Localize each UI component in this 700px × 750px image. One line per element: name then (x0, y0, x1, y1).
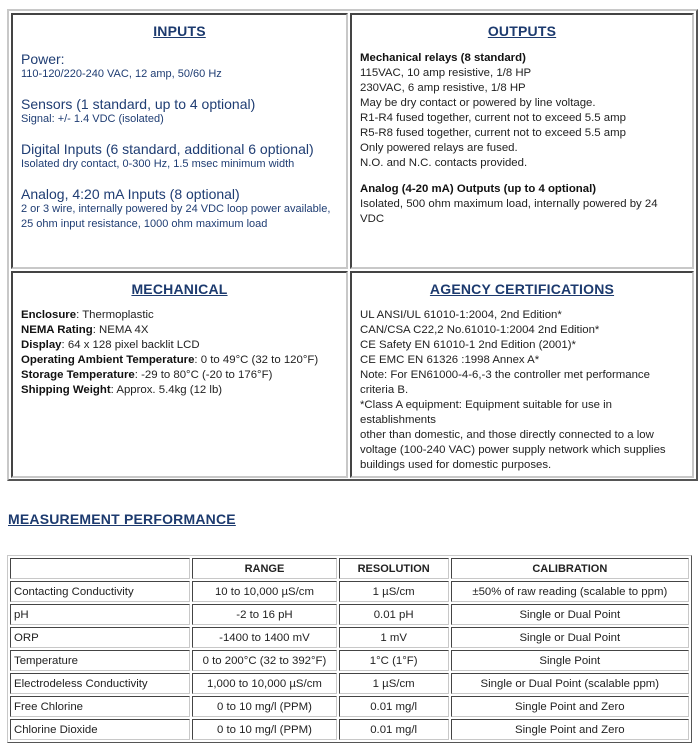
cert-note: Note: For EN61000-4-6,-3 the controller met performance criteria B. (360, 369, 650, 396)
cell-range: -1400 to 1400 mV (192, 627, 336, 648)
cell-parameter: Electrodeless Conductivity (10, 673, 190, 694)
mech-row-storage-temp: Storage Temperature: -29 to 80°C (-20 to 176°F) (21, 369, 273, 381)
cell-parameter: Contacting Conductivity (10, 581, 190, 602)
mechanical-title: MECHANICAL (131, 281, 228, 297)
cell-range: 10 to 10,000 µS/cm (192, 581, 336, 602)
table-row (10, 604, 689, 625)
cell-resolution: 0.01 mg/l (339, 719, 449, 740)
cell-calibration: Single or Dual Point (451, 627, 689, 648)
cert-line: CE Safety EN 61010-1 2nd Edition (2001)* (360, 339, 576, 351)
inputs-title: INPUTS (153, 23, 206, 39)
agency-certifications-section (350, 271, 694, 478)
table-row (10, 627, 689, 648)
cert-class-a: *Class A equipment: Equipment suitable for use in establishments (360, 399, 613, 426)
outputs-title: OUTPUTS (487, 23, 557, 39)
sensors-body: Signal: +/- 1.4 VDC (isolated) (21, 113, 164, 125)
mech-row-nema: NEMA Rating: NEMA 4X (21, 324, 149, 336)
power-body: 110-120/220-240 VAC, 12 amp, 50/60 Hz (21, 68, 222, 80)
cell-range: 0 to 200°C (32 to 392°F) (192, 650, 336, 671)
relays-heading: Mechanical relays (8 standard) (360, 52, 526, 64)
relay-line: 115VAC, 10 amp resistive, 1/8 HP (360, 67, 532, 79)
cell-resolution: 1 µS/cm (339, 581, 449, 602)
table-row (10, 581, 689, 602)
cell-resolution: 1°C (1°F) (339, 650, 449, 671)
relay-line: R1-R4 fused together, current not to exceed 5.5 amp (360, 112, 626, 124)
cell-calibration: Single or Dual Point (scalable ppm) (451, 673, 689, 694)
agency-title: AGENCY CERTIFICATIONS (429, 281, 615, 297)
table-row (10, 673, 689, 694)
cell-calibration: Single Point and Zero (451, 696, 689, 717)
cell-resolution: 0.01 pH (339, 604, 449, 625)
cell-range: 0 to 10 mg/l (PPM) (192, 696, 336, 717)
relay-line: 230VAC, 6 amp resistive, 1/8 HP (360, 82, 526, 94)
cell-calibration: Single or Dual Point (451, 604, 689, 625)
table-row (10, 719, 689, 740)
cell-parameter: Free Chlorine (10, 696, 190, 717)
header-calibration: CALIBRATION (451, 558, 689, 579)
mechanical-section (11, 271, 348, 478)
header-resolution: RESOLUTION (339, 558, 449, 579)
analog-outputs-heading: Analog (4-20 mA) Outputs (up to 4 optional) (360, 183, 597, 195)
header-parameter (10, 558, 190, 579)
cell-parameter: ORP (10, 627, 190, 648)
cert-line: CAN/CSA C22,2 No.61010-1:2004 2nd Edition* (360, 324, 600, 336)
cell-resolution: 1 µS/cm (339, 673, 449, 694)
cell-calibration: ±50% of raw reading (scalable to ppm) (451, 581, 689, 602)
cert-class-a-cont: other than domestic, and those directly connected to a low voltage (100-240 VAC) power supply network which supplies buildings used for domestic purposes. (360, 429, 666, 471)
analog-outputs-body: Isolated, 500 ohm maximum load, internally powered by 24 VDC (360, 198, 658, 225)
measurement-performance-table (7, 555, 692, 743)
cell-parameter: Chlorine Dioxide (10, 719, 190, 740)
cell-calibration: Single Point (451, 650, 689, 671)
relay-line: N.O. and N.C. contacts provided. (360, 157, 528, 169)
power-heading: Power: (21, 51, 65, 67)
cell-parameter: pH (10, 604, 190, 625)
table-row (10, 696, 689, 717)
relay-line: May be dry contact or powered by line voltage. (360, 97, 596, 109)
mech-row-display: Display: 64 x 128 pixel backlit LCD (21, 339, 200, 351)
cell-calibration: Single Point and Zero (451, 719, 689, 740)
mech-row-shipping-weight: Shipping Weight: Approx. 5.4kg (12 lb) (21, 384, 223, 396)
outputs-section (350, 13, 694, 269)
sensors-heading: Sensors (1 standard, up to 4 optional) (21, 96, 256, 112)
table-header-row (10, 558, 689, 579)
cell-parameter: Temperature (10, 650, 190, 671)
measurement-performance-title: MEASUREMENT PERFORMANCE (8, 511, 236, 527)
cell-range: 1,000 to 10,000 µS/cm (192, 673, 336, 694)
digital-inputs-body: Isolated dry contact, 0-300 Hz, 1.5 msec minimum width (21, 158, 295, 170)
cell-range: 0 to 10 mg/l (PPM) (192, 719, 336, 740)
inputs-section (11, 13, 348, 269)
digital-inputs-heading: Digital Inputs (6 standard, additional 6 optional) (21, 141, 314, 157)
table-row (10, 650, 689, 671)
cell-range: -2 to 16 pH (192, 604, 336, 625)
relay-line: Only powered relays are fused. (360, 142, 518, 154)
analog-inputs-heading: Analog, 4:20 mA Inputs (8 optional) (21, 186, 240, 202)
mech-row-operating-temp: Operating Ambient Temperature: 0 to 49°C (32 to 120°F) (21, 354, 319, 366)
relay-line: R5-R8 fused together, current not to exceed 5.5 amp (360, 127, 626, 139)
cert-line: UL ANSI/UL 61010-1:2004, 2nd Edition* (360, 309, 562, 321)
header-range: RANGE (192, 558, 336, 579)
cell-resolution: 1 mV (339, 627, 449, 648)
analog-inputs-body: 2 or 3 wire, internally powered by 24 VDC loop power available, 25 ohm input resistance, 1000 ohm maximum load (21, 203, 331, 230)
mech-row-enclosure: Enclosure: Thermoplastic (21, 309, 154, 321)
cert-line: CE EMC EN 61326 :1998 Annex A* (360, 354, 540, 366)
cell-resolution: 0.01 mg/l (339, 696, 449, 717)
specifications-grid (7, 9, 698, 481)
